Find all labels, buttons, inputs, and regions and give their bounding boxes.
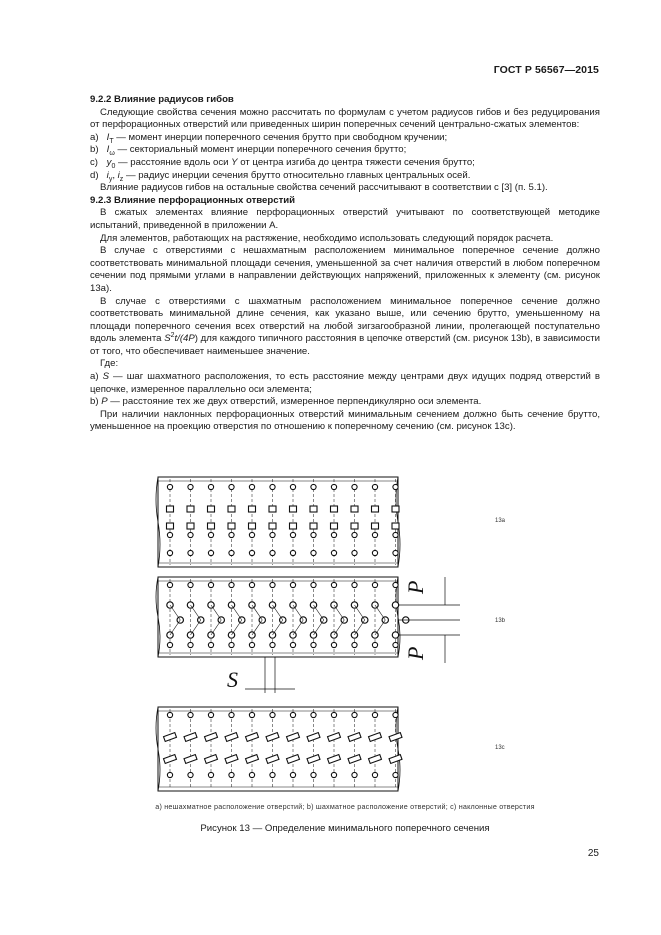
- square-hole: [249, 523, 256, 529]
- round-hole: [352, 550, 357, 555]
- square-hole: [269, 506, 276, 512]
- paragraph-text: для каждого типичного расстояния в цепочке отверстий (см. рисунок 13b), в зависимости от того, что обеспечивает наименьшее значение.: [90, 333, 601, 357]
- definition-s: [90, 371, 600, 396]
- round-hole: [249, 532, 254, 537]
- round-hole: [188, 484, 193, 489]
- square-hole: [351, 523, 358, 529]
- round-hole: [270, 484, 275, 489]
- definition-p: [90, 396, 600, 409]
- list-item-c: [90, 157, 600, 170]
- square-hole: [290, 523, 297, 529]
- list-label: а): [90, 371, 99, 383]
- separator: ,: [112, 169, 118, 181]
- round-hole: [290, 484, 295, 489]
- round-hole: [311, 582, 316, 587]
- round-hole: [331, 484, 336, 489]
- round-hole: [372, 772, 377, 777]
- round-hole: [167, 582, 172, 587]
- formula-close: ): [194, 333, 198, 345]
- round-hole: [167, 550, 172, 555]
- round-hole: [249, 712, 254, 717]
- round-hole: [208, 550, 213, 555]
- strip-13b: [158, 577, 398, 657]
- round-hole: [352, 582, 357, 587]
- square-hole: [331, 506, 338, 512]
- round-hole: [229, 550, 234, 555]
- round-hole: [208, 582, 213, 587]
- list-text: — радиус инерции сечения брутто относительно главных центральных осей.: [123, 169, 471, 181]
- square-hole: [228, 523, 235, 529]
- paragraph-staggered: [90, 296, 600, 359]
- document-body: [90, 94, 600, 434]
- round-hole: [290, 532, 295, 537]
- definition-text: — шаг шахматного расположения, то есть расстояние между центрами двух идущих подряд отверстий в цепочке, измеренное параллельно оси элемента;: [90, 371, 600, 395]
- square-hole: [249, 506, 256, 512]
- subscript: T: [109, 137, 114, 145]
- round-hole: [311, 550, 316, 555]
- round-hole: [167, 532, 172, 537]
- round-hole: [270, 550, 275, 555]
- subscript: z: [119, 175, 124, 183]
- round-hole: [393, 484, 398, 489]
- round-hole: [290, 772, 295, 777]
- round-hole: [352, 642, 357, 647]
- dimension-p-label-top: P: [403, 580, 428, 594]
- formula-s: S: [164, 333, 171, 345]
- formula-part: t/(4: [174, 333, 189, 345]
- symbol: y: [106, 156, 112, 168]
- round-hole: [229, 712, 234, 717]
- round-hole: [249, 582, 254, 587]
- round-hole: [270, 582, 275, 587]
- round-hole: [270, 772, 275, 777]
- square-hole: [392, 523, 399, 529]
- square-hole: [392, 506, 399, 512]
- symbol: S: [102, 371, 109, 383]
- round-hole: [208, 772, 213, 777]
- round-hole: [188, 772, 193, 777]
- list-text: — момент инерции поперечного сечения брутто при свободном кручении;: [113, 131, 448, 143]
- where-label: Где:: [100, 358, 119, 370]
- list-label: b): [90, 396, 99, 408]
- list-label: c): [90, 156, 98, 168]
- symbol: i: [106, 169, 109, 181]
- list-item-a: [90, 132, 600, 145]
- list-text: — расстояние вдоль оси: [115, 156, 232, 168]
- label-13b: 13b: [495, 618, 506, 624]
- staggered-hole: [392, 602, 398, 608]
- section-heading-9-2-3: 9.2.3 Влияние перфорационных отверстий: [90, 194, 296, 206]
- round-hole: [188, 642, 193, 647]
- round-hole: [311, 532, 316, 537]
- section-heading-9-2-2: 9.2.2 Влияние радиусов гибов: [90, 94, 234, 105]
- round-hole: [229, 582, 234, 587]
- round-hole: [290, 550, 295, 555]
- round-hole: [270, 642, 275, 647]
- round-hole: [393, 712, 398, 717]
- round-hole: [311, 484, 316, 489]
- paragraph-text: В случае с отверстиями с шахматным расположением минимальное поперечное сечение должно соответствовать минимальной длине сечения, как указано выше, или сечению брутто, уменьшенному на площади поперечного сечения всех отверстий на любой зигзагообразной линии, пролегающей поступательно вдоль элемента: [90, 295, 600, 345]
- paragraph-nonstaggered: В случае с отверстиями с нешахматным расположением минимальное поперечное сечение должно соответствовать минимальной площади сечения, уменьшенной за счет наличия отверстий в любом поперечном сечении под прямыми углами в направлении действующих напряжений, приложенных к элементу (см. рисунок 13а).: [90, 245, 600, 294]
- square-hole: [167, 506, 174, 512]
- round-hole: [331, 532, 336, 537]
- round-hole: [372, 532, 377, 537]
- strip-13c: [158, 707, 398, 791]
- square-hole: [208, 523, 215, 529]
- round-hole: [167, 772, 172, 777]
- round-hole: [249, 484, 254, 489]
- square-hole: [331, 523, 338, 529]
- dimension-s-label: S: [227, 667, 238, 692]
- subscript: y: [108, 175, 113, 183]
- round-hole: [372, 550, 377, 555]
- round-hole: [331, 550, 336, 555]
- round-hole: [188, 532, 193, 537]
- round-hole: [372, 712, 377, 717]
- round-hole: [311, 772, 316, 777]
- paragraph-compressed: В сжатых элементах влияние перфорационных отверстий учитывают по соответствующей методике испытаний, приведенной в приложении А.: [90, 207, 600, 231]
- round-hole: [188, 550, 193, 555]
- formula-exponent: 2: [170, 332, 175, 340]
- round-hole: [393, 642, 398, 647]
- list-text: от центра изгиба до центра тяжести сечения брутто;: [237, 156, 475, 168]
- strips-group: [156, 477, 409, 791]
- round-hole: [208, 712, 213, 717]
- paragraph-closing: Влияние радиусов гибов на остальные свойства сечений рассчитывают в соответствии с [3] (п. 5.1).: [100, 182, 548, 194]
- round-hole: [372, 642, 377, 647]
- round-hole: [393, 582, 398, 587]
- figure-parts-caption: а) нешахматное расположение отверстий; b) шахматное расположение отверстий; с) наклонные отверстия: [155, 802, 535, 811]
- square-hole: [351, 506, 358, 512]
- round-hole: [229, 642, 234, 647]
- subscript: ω: [109, 150, 115, 158]
- round-hole: [270, 712, 275, 717]
- label-13a: 13а: [495, 518, 506, 524]
- symbol: i: [117, 169, 120, 181]
- round-hole: [249, 642, 254, 647]
- strip-13a: [158, 477, 398, 567]
- paragraph-inclined: При наличии наклонных перфорационных отверстий минимальным сечением должно быть сечение брутто, уменьшенное на проекцию отверстия по отношению к поперечному сечению (см. рисунок 13с).: [90, 408, 600, 433]
- square-hole: [167, 523, 174, 529]
- round-hole: [311, 712, 316, 717]
- round-hole: [270, 532, 275, 537]
- list-item-d: [90, 170, 600, 183]
- square-hole: [310, 506, 317, 512]
- symbol: I: [106, 144, 110, 156]
- list-text: — секториальный момент инерции поперечного сечения брутто;: [114, 144, 407, 156]
- round-hole: [167, 484, 172, 489]
- round-hole: [393, 772, 398, 777]
- round-hole: [290, 712, 295, 717]
- list-label: b): [90, 144, 99, 156]
- square-hole: [372, 506, 379, 512]
- round-hole: [290, 582, 295, 587]
- dimension-p-label-bottom: P: [403, 646, 428, 660]
- round-hole: [393, 550, 398, 555]
- round-hole: [393, 532, 398, 537]
- round-hole: [208, 532, 213, 537]
- round-hole: [352, 772, 357, 777]
- round-hole: [331, 642, 336, 647]
- perforation-diagram: [90, 473, 600, 793]
- staggered-hole: [392, 632, 398, 638]
- list-item-b: [90, 144, 600, 157]
- round-hole: [249, 772, 254, 777]
- list-label: d): [90, 169, 99, 181]
- round-hole: [229, 484, 234, 489]
- round-hole: [229, 532, 234, 537]
- square-hole: [187, 523, 194, 529]
- round-hole: [372, 484, 377, 489]
- round-hole: [352, 532, 357, 537]
- round-hole: [352, 484, 357, 489]
- round-hole: [331, 772, 336, 777]
- subscript: 0: [111, 162, 116, 170]
- round-hole: [311, 642, 316, 647]
- round-hole: [352, 712, 357, 717]
- paragraph-tension: Для элементов, работающих на растяжение, необходимо использовать следующий порядок расчета.: [100, 232, 554, 244]
- round-hole: [229, 772, 234, 777]
- square-hole: [228, 506, 235, 512]
- round-hole: [290, 642, 295, 647]
- square-hole: [372, 523, 379, 529]
- definition-text: — расстояние тех же двух отверстий, измеренное перпендикулярно оси элемента.: [107, 396, 482, 408]
- square-hole: [310, 523, 317, 529]
- square-hole: [187, 506, 194, 512]
- axis-symbol: Y: [231, 156, 238, 168]
- square-hole: [269, 523, 276, 529]
- round-hole: [188, 582, 193, 587]
- paragraph-intro: Следующие свойства сечения можно рассчитать по формулам с учетом радиусов гибов и без редуцирования от перфорационных отверстий или приведенных ширин поперечных сечений центрально-сжатых элементов:: [90, 106, 600, 131]
- figure-caption: Рисунок 13 — Определение минимального поперечного сечения: [200, 823, 490, 834]
- round-hole: [331, 712, 336, 717]
- round-hole: [331, 582, 336, 587]
- square-hole: [290, 506, 297, 512]
- round-hole: [167, 712, 172, 717]
- round-hole: [208, 642, 213, 647]
- round-hole: [167, 642, 172, 647]
- document-standard-number: ГОСТ Р 56567—2015: [493, 64, 599, 76]
- label-13c: 13с: [495, 745, 505, 751]
- symbol: P: [101, 396, 108, 408]
- round-hole: [372, 582, 377, 587]
- round-hole: [208, 484, 213, 489]
- list-label: а): [90, 131, 99, 143]
- round-hole: [188, 712, 193, 717]
- square-hole: [208, 506, 215, 512]
- symbol: I: [106, 131, 110, 143]
- formula-p: P: [188, 333, 195, 345]
- figure-13: [90, 473, 600, 793]
- round-hole: [249, 550, 254, 555]
- page-number: 25: [587, 848, 599, 859]
